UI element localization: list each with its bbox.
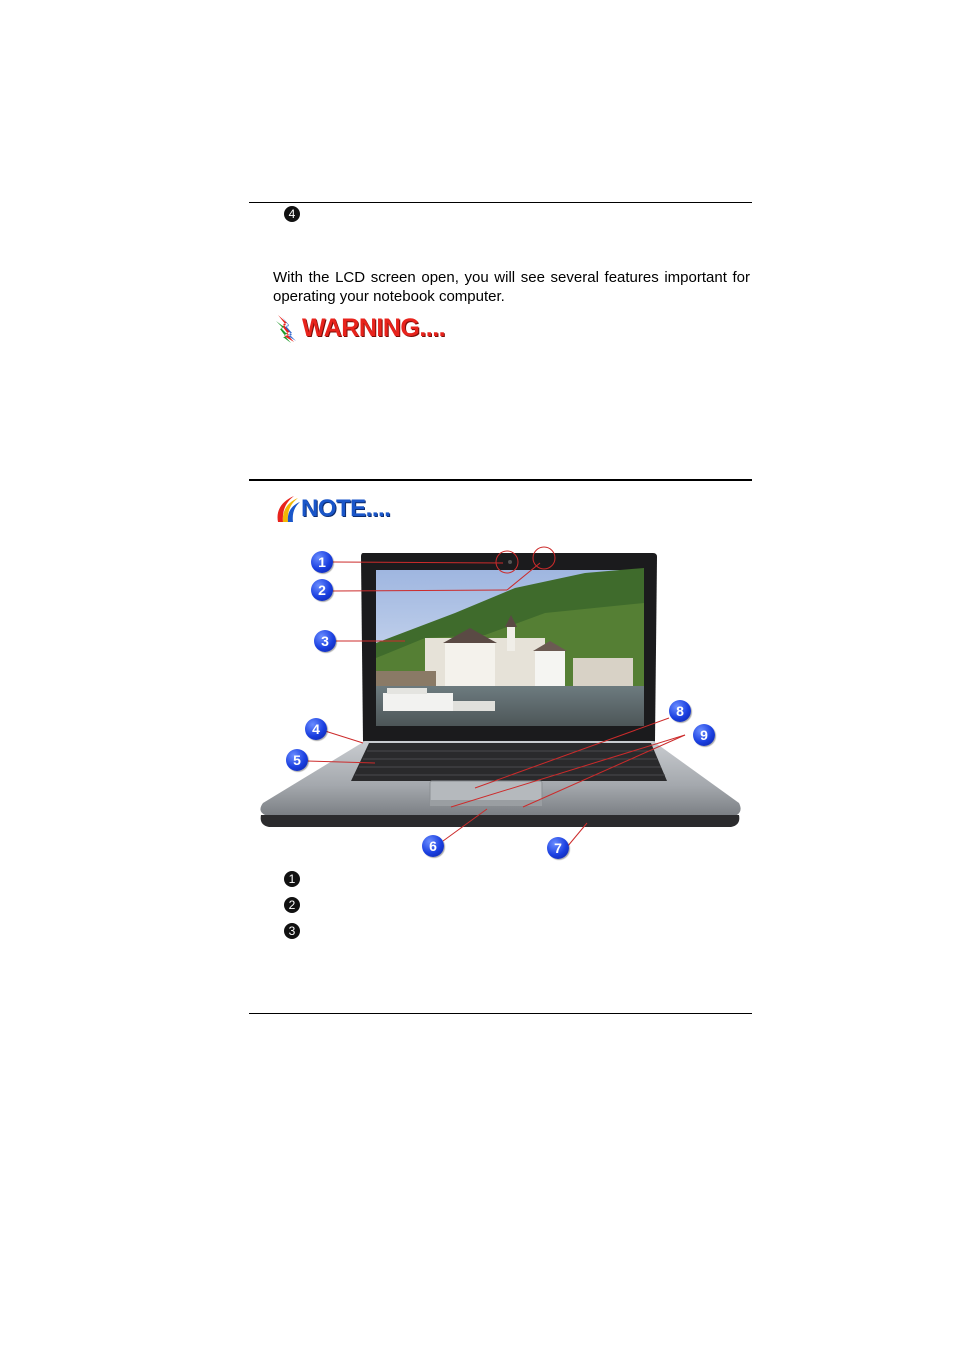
callout-3: 3 <box>314 630 336 652</box>
bottom-rule <box>249 1013 752 1014</box>
callout-5: 5 <box>286 749 308 771</box>
callout-2: 2 <box>311 579 333 601</box>
callout-6: 6 <box>422 835 444 857</box>
list-item-number: 2 <box>284 897 300 913</box>
callout-1: 1 <box>311 551 333 573</box>
callout-4: 4 <box>305 718 327 740</box>
warning-banner <box>274 313 445 343</box>
note-swoosh-icon <box>274 494 300 524</box>
warning-label: WARNING.... <box>302 313 446 342</box>
callout-7: 7 <box>547 837 569 859</box>
callout-9: 9 <box>693 724 715 746</box>
section-divider <box>249 479 752 481</box>
lightning-icon <box>274 313 300 343</box>
callout-8: 8 <box>669 700 691 722</box>
list-item-number: 1 <box>284 871 300 887</box>
intro-paragraph: With the LCD screen open, you will see several features important for operating your notebook computer. <box>273 269 750 305</box>
note-label: NOTE.... <box>301 495 391 522</box>
step-number-badge: 4 <box>284 206 300 222</box>
list-item-number: 3 <box>284 923 300 939</box>
note-banner <box>274 494 390 524</box>
top-rule <box>249 202 752 203</box>
